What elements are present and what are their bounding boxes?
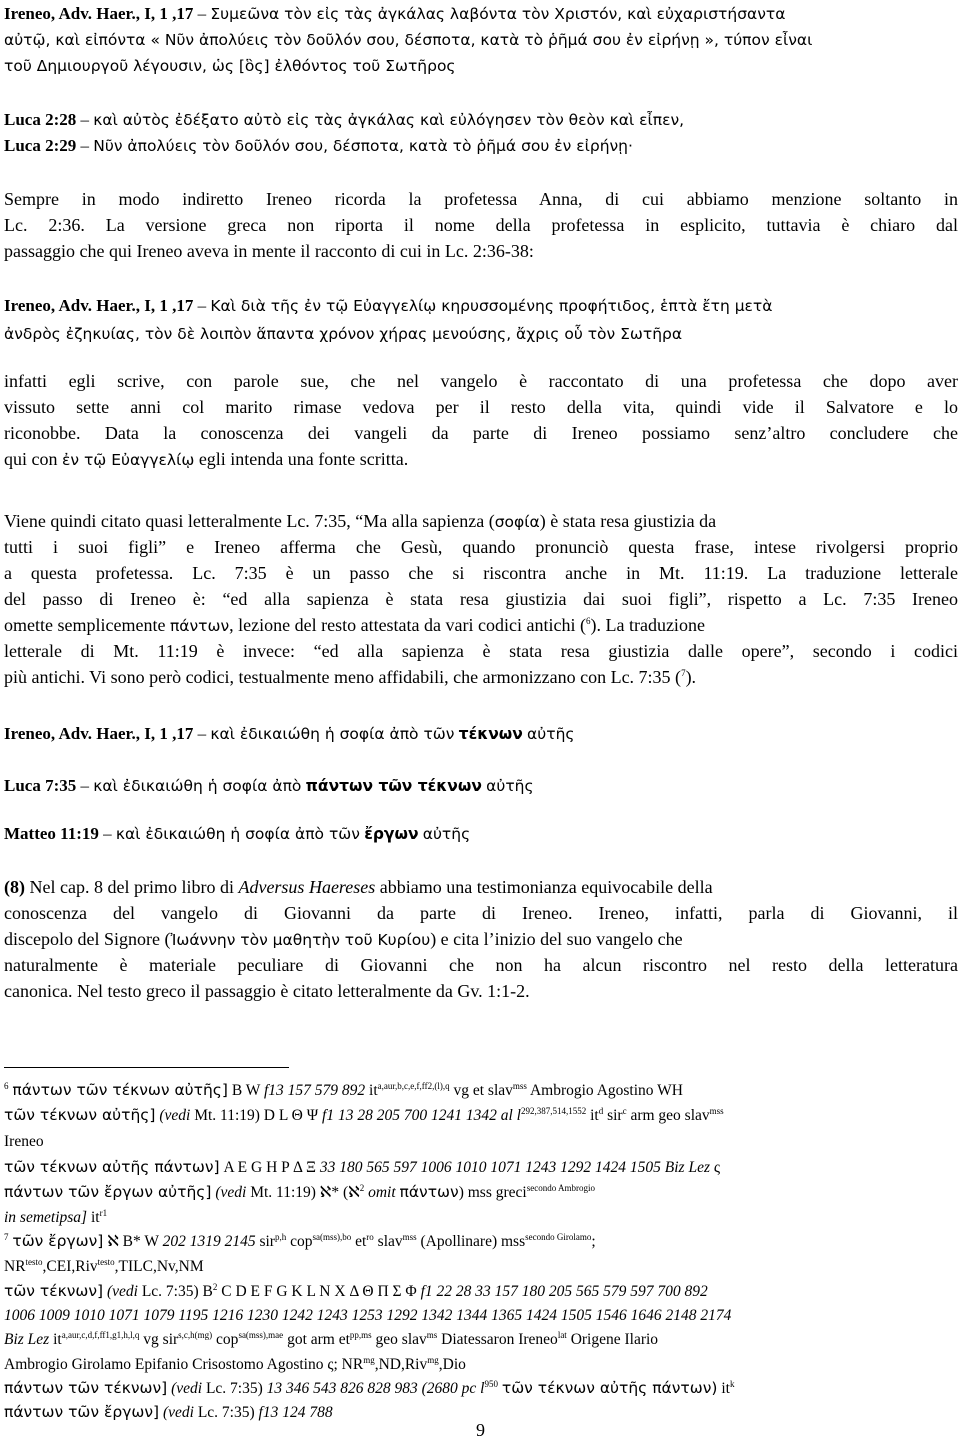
footnote-7-line4: 1006 1009 1010 1071 1079 1195 1216 1230 1242 1243 1253 1292 1342 1344 1365 1424 1505 1546 1646 2148 2174: [4, 1307, 732, 1324]
footnote-6-line4: τῶν τέκνων αὐτῆς πάντων] A E G H P Δ Ξ 33 180 565 597 1006 1010 1071 1243 1292 1424 1505 Biz Lez ς: [4, 1158, 720, 1176]
footnote-6-line6: in semetipsa] $it^{r1}$: [4, 1207, 108, 1226]
paragraph-wisdom-line7: più antichi. Vi sono però codici, testualmente meno affidabili, che armonizzano con Lc. 7:35 ($^7$).: [4, 667, 697, 687]
footnote-7-line3: τῶν τέκνων] (vedi Lc. 7:35) $B^2$ C D E F G K L N X Δ Θ Π Σ Φ f1 22 28 33 157 180 205 565 579 597 700 892: [4, 1281, 708, 1300]
paragraph-wisdom-line4: del passo di Ireneo è: “ed alla sapienza è stata resa giustizia dai suoi figli”, rispetto a Lc. 7:35 Ireneo: [4, 589, 958, 609]
page-number: 9: [476, 1420, 485, 1440]
footnote-6-line3: Ireneo: [4, 1133, 44, 1150]
footnote-7-line6: Ambrogio Girolamo Epifanio Crisostomo Agostino ς; $NR^{mg},ND,Riv^{mg},Dio$: [4, 1354, 466, 1373]
matthew-11-19-verse: Matteo 11:19 – καὶ ἐδικαιώθη ἡ σοφία ἀπὸ τῶν ἔργων αὐτῆς: [4, 824, 471, 843]
irenaeus-quote-3: Ireneo, Adv. Haer., I, 1 ,17 – καὶ ἐδικαιώθη ἡ σοφία ἀπὸ τῶν τέκνων αὐτῆς: [4, 724, 575, 743]
paragraph-john-line3: discepolo del Signore (Ἰωάννην τὸν μαθητὴν τοῦ Κυρίου) e cita l’inizio del suo vangelo che: [4, 929, 683, 949]
section-number: (8): [4, 877, 25, 897]
greek-text: αὐτῷ, καὶ εἰπόντα « Νῦν ἀπολύεις τὸν δοῦλόν σου, δέσποτα, κατὰ τὸ ῥῆμά σου ἐν εἰρήνῃ », τύπον εἶναι: [4, 31, 813, 49]
paragraph-wisdom-line1: Viene quindi citato quasi letteralmente Lc. 7:35, “Ma alla sapienza (σοφία) è stata resa giustizia da: [4, 511, 717, 531]
quote-reference: Ireneo, Adv. Haer., I, 1 ,17: [4, 4, 194, 23]
footnote-7-line5: Biz Lez $it^{a,aur,c,d,f,ff1,g1,h,l,q}$ vg sir$^{s,c,h(mg)}$ cop$^{sa(mss),mae}$ got arm $et^{pp,ms}$ geo slav$^{ms}$ Diatessaron Ireneo$^{lat}$ Origene Ilario: [4, 1329, 659, 1348]
luke-2-29-verse: Luca 2:29 – Νῦν ἀπολύεις τὸν δοῦλόν σου, δέσποτα, κατὰ τὸ ῥῆμά σου ἐν εἰρήνῃ·: [4, 136, 633, 155]
footnote-6-line2: τῶν τέκνων αὐτῆς] (vedi Mt. 11:19) D L Θ Ψ f1 13 28 205 700 1241 1342 al $l^{292,387,514,1552}$ $it^d$ sir$^c$ arm geo slav$^{mss}$: [4, 1105, 724, 1124]
irenaeus-quote-2: Ireneo, Adv. Haer., I, 1 ,17 – Καὶ διὰ τῆς ἐν τῷ Εὐαγγελίῳ κηρυσσομένης προφήτιδος, ἑπτὰ ἔτη μετὰ: [4, 296, 773, 315]
verse-reference: Luca 2:29: [4, 136, 77, 155]
irenaeus-quote-1-line3: [4, 56, 456, 76]
greek-text: ἐν τῷ Εὐαγγελίῳ: [62, 451, 195, 469]
greek-text: ἀνδρὸς ἐζηκυίας, τὸν δὲ λοιπὸν ἅπαντα χρόνον χήρας μενούσης, ἄχρις οὗ τὸν Σωτῆρα: [4, 325, 683, 343]
greek-text: Ἰωάννην τὸν μαθητὴν τοῦ Κυρίου: [170, 931, 431, 949]
footnote-7-line7: πάντων τῶν τέκνων] (vedi Lc. 7:35) 13 346 543 826 828 983 (2680 pc $l^{950}$ τῶν τέκνων αὐτῆς πάντων) $it^k$: [4, 1378, 735, 1397]
paragraph-wisdom-line3: a questa profetessa. Lc. 7:35 è un passo che si riscontra anche in Mt. 11:19. La traduzione letterale: [4, 563, 958, 583]
paragraph-prophetess-line3: riconobbe. Data la conoscenza dei vangeli da parte di Ireneo possiamo senz’altro concludere che: [4, 423, 958, 443]
paragraph-john-line2: conoscenza del vangelo di Giovanni da parte di Ireneo. Ireneo, infatti, parla di Giovanni, il: [4, 903, 958, 923]
verse-reference: Luca 2:28: [4, 110, 77, 129]
greek-text: καὶ αὐτὸς ἐδέξατο αὐτὸ εἰς τὰς ἀγκάλας καὶ εὐλόγησεν τὸν θεὸν καὶ εἶπεν,: [93, 111, 685, 129]
irenaeus-quote-2-line2: [4, 324, 682, 344]
footnote-number: 6: [4, 1080, 9, 1091]
footnote-7-line2: $NR^{testo},CEI,Riv^{testo},TILC,Nv,NM$: [4, 1256, 204, 1275]
paragraph-john-line5: canonica. Nel testo greco il passaggio è citato letteralmente da Gv. 1:1-2.: [4, 981, 530, 1001]
paragraph-prophetess-line1: infatti egli scrive, con parole sue, che nel vangelo è raccontato di una profetessa che dopo aver: [4, 371, 958, 391]
irenaeus-quote-1-line2: [4, 30, 812, 50]
paragraph-wisdom-line6: letterale di Mt. 11:19 è invece: “ed alla sapienza è stata resa giustizia dalle opere”, secondo i codici: [4, 641, 958, 661]
paragraph-wisdom-line2: tutti i suoi figli” e Ireneo afferma che Gesù, quando pronunciò questa frase, intese rivolgersi proprio: [4, 537, 958, 557]
verse-reference: Matteo 11:19: [4, 824, 99, 843]
paragraph-anna-line2: Lc. 2:36. La versione greca non riporta il nome della profetessa in esplicito, tuttavia è chiaro dal: [4, 215, 958, 235]
irenaeus-quote-1: Ireneo, Adv. Haer., I, 1 ,17 – Συμεῶνα τὸν εἰς τὰς ἀγκάλας λαβόντα τὸν Χριστόν, καὶ εὐχαριστήσαντα: [4, 4, 786, 23]
footnote-number: 7: [4, 1231, 9, 1242]
greek-text: σοφία: [494, 513, 540, 531]
footnote-7-line1: $^7$ τῶν ἔργων] ℵ B* W 202 1319 2145 sir$^{p,h}$ cop$^{sa(mss),bo}$ $et^{ro}$ slav$^{mss}$ (Apollinare) mss$^{secondo Girolamo}$;: [4, 1231, 596, 1250]
paragraph-anna-line1: Sempre in modo indiretto Ireneo ricorda la profetessa Anna, di cui abbiamo menzione soltanto in: [4, 189, 958, 209]
footnote-6-line1: $^6$ πάντων τῶν τέκνων αὐτῆς] B W f13 157 579 892 $it^{a,aur,b,c,e,f,ff2,(l),q}$ vg et slav$^{mss}$ Ambrogio Agostino WH: [4, 1080, 683, 1099]
quote-reference: Ireneo, Adv. Haer., I, 1 ,17: [4, 296, 194, 315]
luke-7-35-verse: Luca 7:35 – καὶ ἐδικαιώθη ἡ σοφία ἀπὸ πάντων τῶν τέκνων αὐτῆς: [4, 776, 534, 795]
footnote-ref-7[interactable]: 7: [681, 668, 686, 678]
verse-reference: Luca 7:35: [4, 776, 77, 795]
footnote-6-line5: πάντων τῶν ἔργων αὐτῆς] (vedi Mt. 11:19) ℵ* (ℵ$^2$ omit πάντων) mss greci$^{secondo Ambrogio}$: [4, 1182, 595, 1201]
greek-text: τοῦ Δημιουργοῦ λέγουσιν, ὡς [ὃς] ἐλθόντος τοῦ Σωτῆρος: [4, 57, 456, 75]
paragraph-john-line1: (8) Nel cap. 8 del primo libro di Adversus Haereses abbiamo una testimonianza equivocabile della: [4, 877, 713, 897]
footnote-ref-6[interactable]: 6: [585, 616, 591, 626]
greek-text: πάντων: [169, 617, 230, 635]
paragraph-prophetess-line2: vissuto sette anni col marito rimase vedova per il resto della vita, quindi vide il Salvatore e lo: [4, 397, 958, 417]
paragraph-wisdom-line5: omette semplicemente πάντων, lezione del resto attestata da vari codici antichi ($^6$). La traduzione: [4, 615, 705, 635]
paragraph-prophetess-line4: qui con ἐν τῷ Εὐαγγελίῳ egli intenda una fonte scritta.: [4, 449, 409, 469]
greek-text: Καὶ διὰ τῆς ἐν τῷ Εὐαγγελίῳ κηρυσσομένης προφήτιδος, ἑπτὰ ἔτη μετὰ: [210, 297, 773, 315]
greek-text: Συμεῶνα τὸν εἰς τὰς ἀγκάλας λαβόντα τὸν Χριστόν, καὶ εὐχαριστήσαντα: [210, 5, 786, 23]
footnote-7-line8: πάντων τῶν ἔργων] (vedi Lc. 7:35) f13 124 788: [4, 1403, 333, 1421]
quote-reference: Ireneo, Adv. Haer., I, 1 ,17: [4, 724, 194, 743]
footnote-divider: [4, 1067, 289, 1068]
paragraph-anna-line3: passaggio che qui Ireneo aveva in mente il racconto di cui in Lc. 2:36-38:: [4, 241, 534, 261]
greek-text: Νῦν ἀπολύεις τὸν δοῦλόν σου, δέσποτα, κατὰ τὸ ῥῆμά σου ἐν εἰρήνῃ·: [93, 137, 633, 155]
paragraph-john-line4: naturalmente è materiale peculiare di Giovanni che non ha alcun riscontro nel resto della letteratura: [4, 955, 958, 975]
luke-2-28-verse: Luca 2:28 – καὶ αὐτὸς ἐδέξατο αὐτὸ εἰς τὰς ἀγκάλας καὶ εὐλόγησεν τὸν θεὸν καὶ εἶπεν,: [4, 110, 685, 129]
